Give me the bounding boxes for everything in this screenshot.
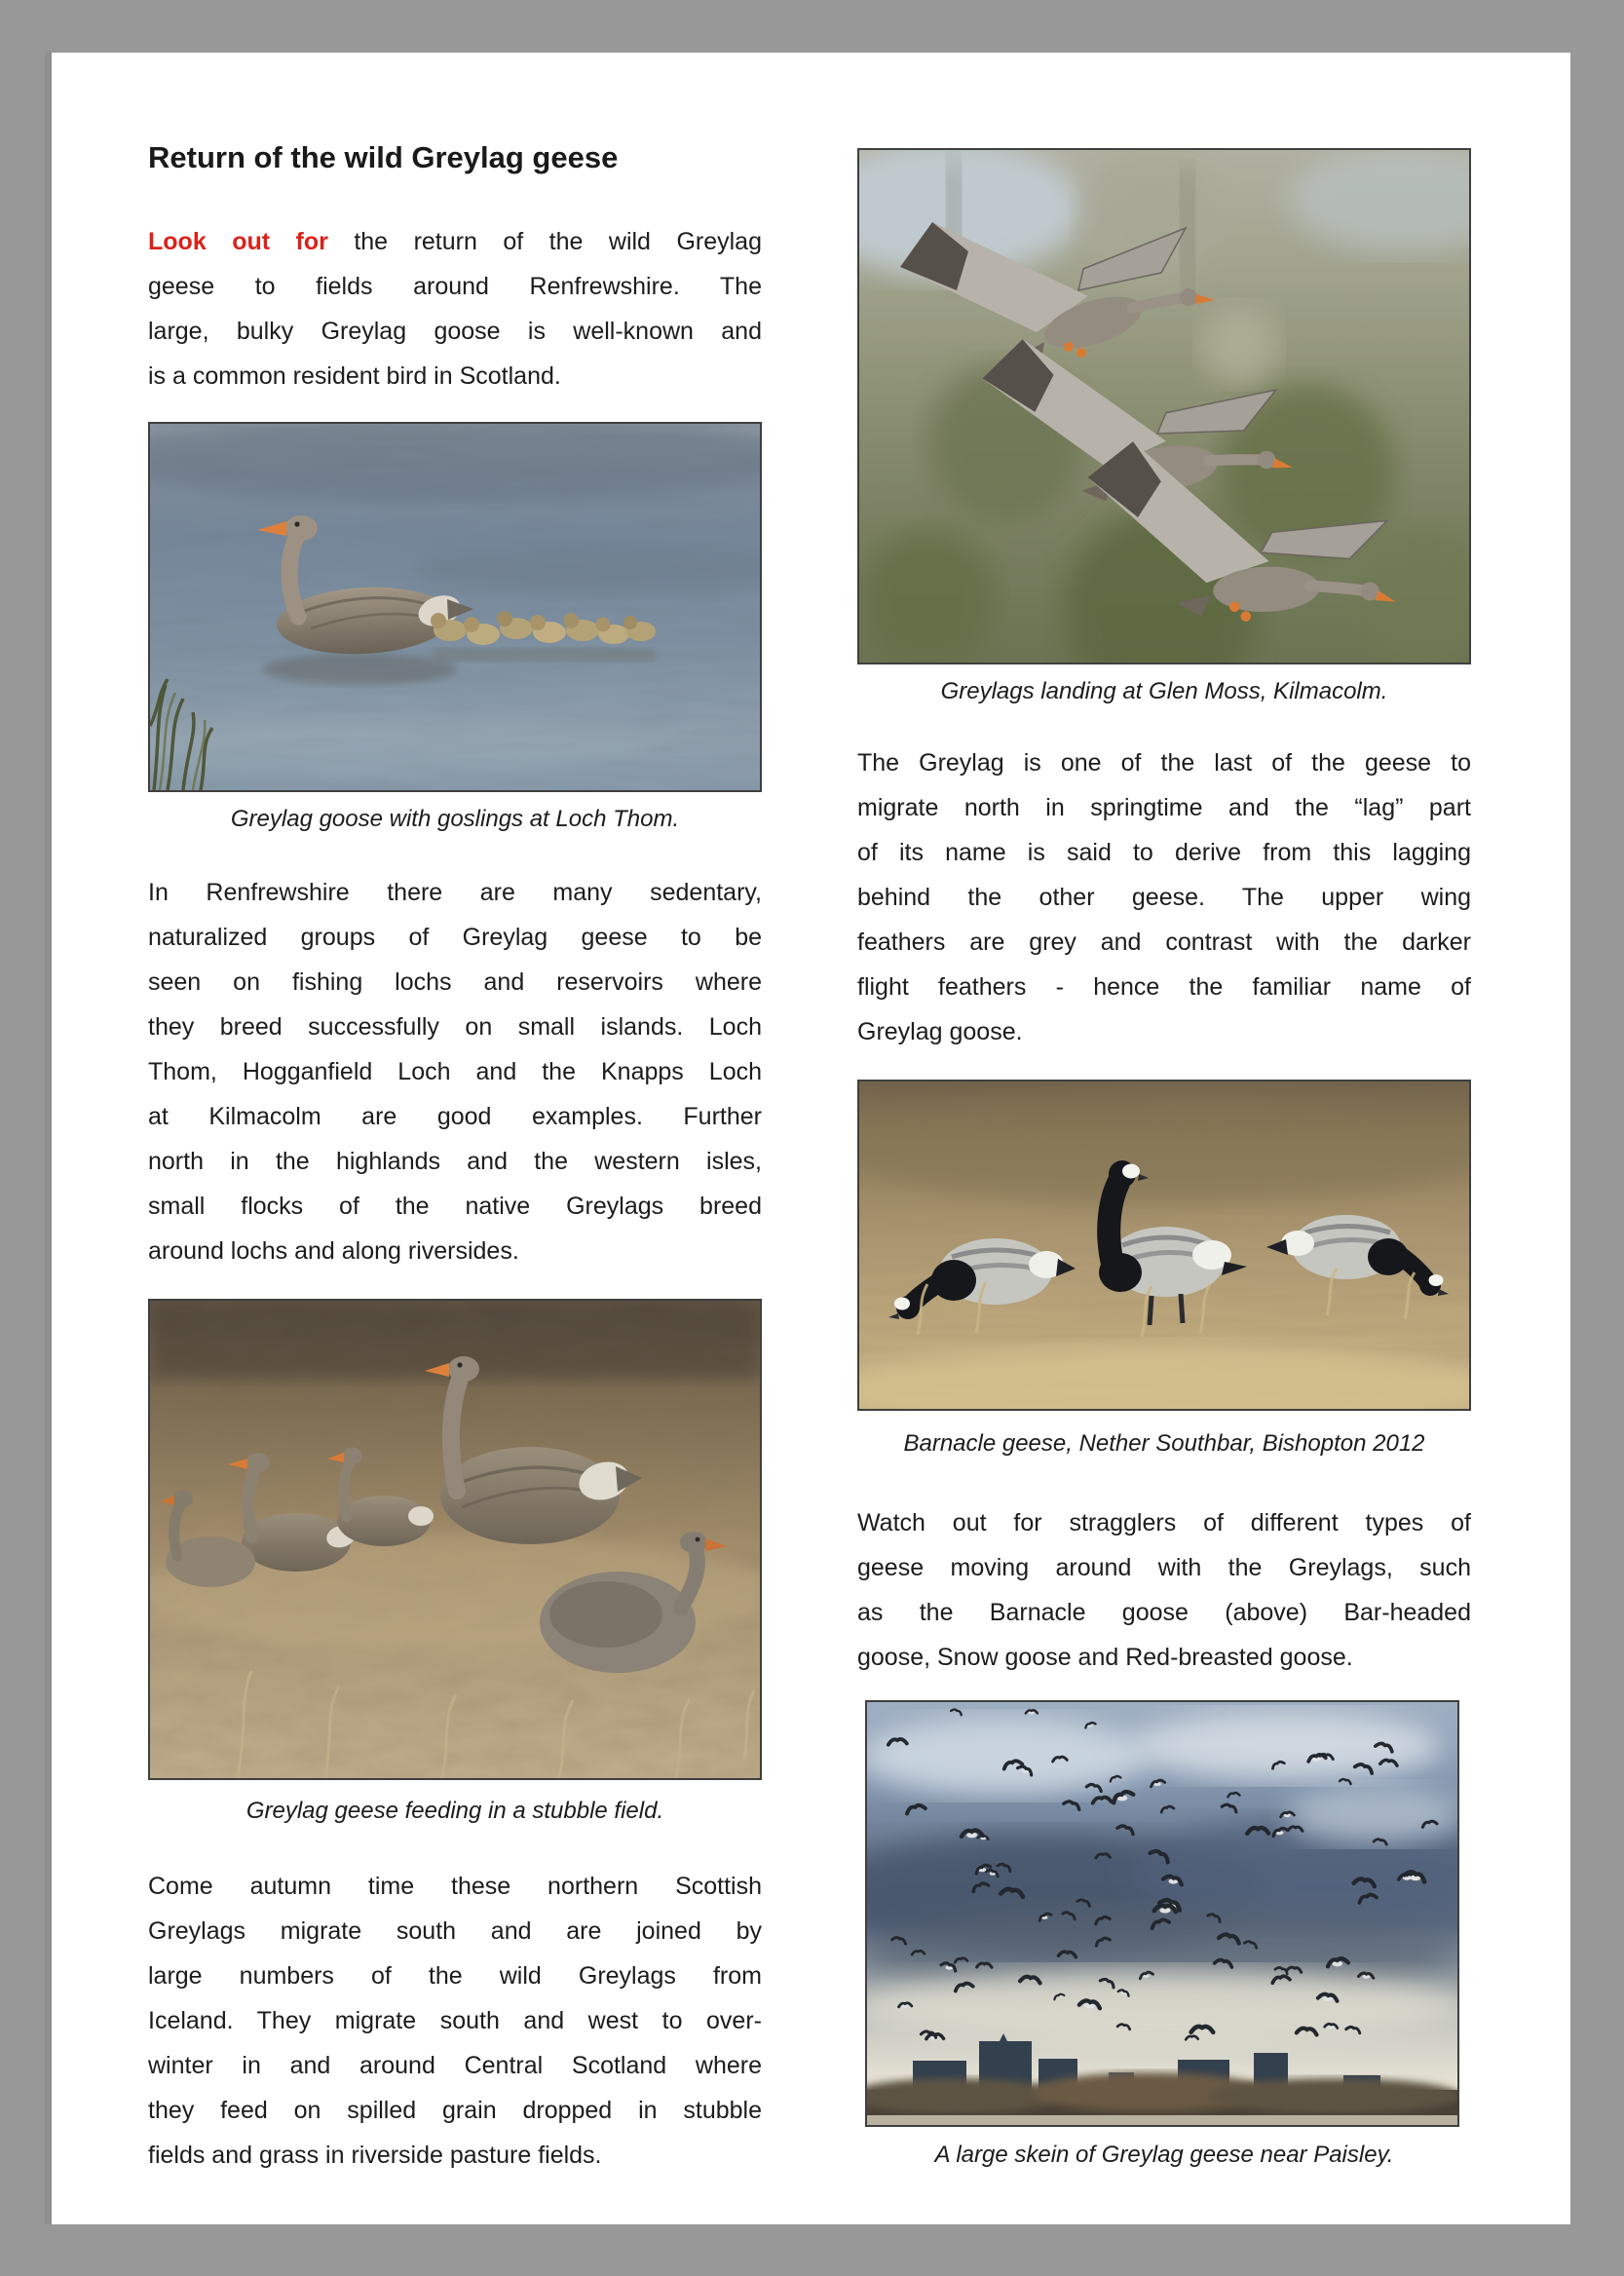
text-line [148,219,762,264]
lead-in-red: Look out for [148,228,328,255]
text-line: naturalized groups of Greylag geese to be [148,924,762,951]
text-line: around lochs and along riversides. [148,1237,519,1265]
right-column [857,53,1471,2175]
text-line: large numbers of the wild Greylags from [148,1962,762,1990]
text-line: Come autumn time these northern Scottish [148,1873,762,1900]
paragraph-autumn [148,1864,762,2178]
text-line: small flocks of the native Greylags breed [148,1193,762,1220]
text-line: of its name is said to derive from this lagging [857,839,1471,866]
text-line: large, bulky Greylag goose is well-known and [148,318,762,345]
tree-line [867,2072,1457,2125]
text-line: as the Barnacle goose (above) Bar-headed [857,1599,1471,1626]
text-line: behind the other geese. The upper wing [857,884,1471,911]
text-line: Thom, Hogganfield Loch and the Knapps Loch [148,1058,762,1085]
text-line: is a common resident bird in Scotland. [148,362,561,390]
text-line: migrate north in springtime and the “lag” part [857,794,1471,821]
text-line: Watch out for stragglers of different types of [857,1509,1471,1536]
photo-stubble-field [148,1299,762,1780]
paragraph-intro [148,219,762,398]
text-line: at Kilmacolm are good examples. Further [148,1103,762,1130]
text-line: they feed on spilled grain dropped in stubble [148,2097,762,2124]
text-line: Greylags migrate south and are joined by [148,1917,762,1945]
photo-greylags-landing [857,148,1471,664]
text-line: flight feathers - hence the familiar name of [857,973,1471,1001]
paragraph-renfrewshire [148,870,762,1273]
text-line: Iceland. They migrate south and west to over- [148,2007,762,2034]
text-line: Greylag goose. [857,1018,1023,1045]
caption-glen-moss: Greylags landing at Glen Moss, Kilmacolm. [940,678,1388,704]
text-line: north in the highlands and the western isles, [148,1148,762,1175]
caption-stubble: Greylag geese feeding in a stubble field. [245,1798,664,1824]
text-line: goose, Snow goose and Red-breasted goose. [857,1644,1353,1671]
text-line: geese moving around with the Greylags, such [857,1554,1471,1581]
text-line: fields and grass in riverside pasture fields. [148,2142,602,2169]
text-line: geese to fields around Renfrewshire. The [148,273,762,300]
page [52,53,1570,2224]
paragraph-lag-name [857,740,1471,1054]
text-run: the return of the wild Greylag [327,228,762,255]
text-line: The Greylag is one of the last of the geese to [857,749,1471,777]
photo-barnacle-geese [857,1080,1471,1411]
caption-barnacle: Barnacle geese, Nether Southbar, Bishopton 2012 [903,1430,1425,1457]
barnacle-geese-illustration [859,1081,1469,1409]
text-line: feathers are grey and contrast with the darker [857,929,1471,956]
stubble-field-illustration [150,1301,760,1778]
caption-goslings: Greylag goose with goslings at Loch Thom. [230,806,680,832]
photo-greylag-goslings [148,422,762,792]
text-line: winter in and around Central Scotland where [148,2052,762,2079]
text-line: seen on fishing lochs and reservoirs where [148,968,762,996]
caption-paisley: A large skein of Greylag geese near Paisley. [934,2142,1394,2168]
left-column [148,53,762,2178]
text-line: they breed successfully on small islands. Loch [148,1013,762,1041]
text-line: In Renfrewshire there are many sedentary, [148,879,762,906]
goose-goslings-illustration [150,424,760,790]
paragraph-lines [148,264,762,398]
photo-skein-paisley [865,1700,1459,2127]
landing-geese-illustration [859,150,1469,663]
paragraph-stragglers [857,1500,1471,1680]
skein-illustration [867,1702,1457,2125]
article-title: Return of the wild Greylag geese [148,140,619,174]
